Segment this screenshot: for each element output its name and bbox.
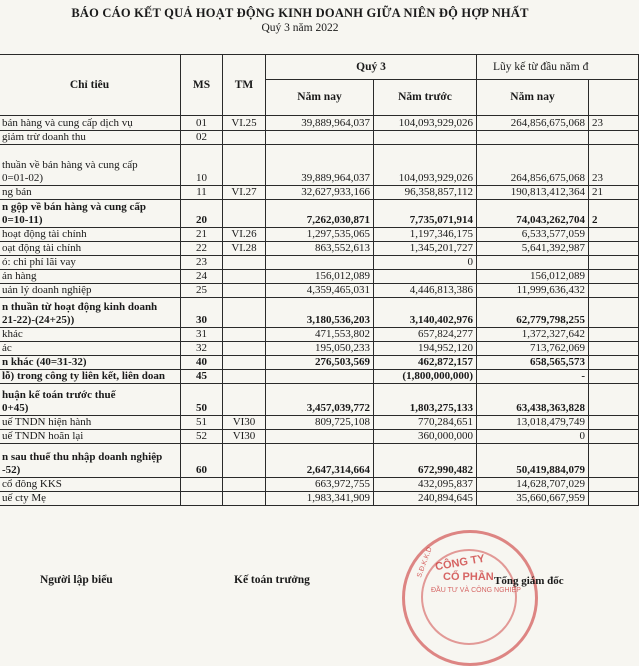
table-row	[0, 478, 639, 492]
header-nam-nay-ytd: Năm nay	[477, 80, 589, 116]
row-q3-current: 7,262,030,871	[266, 200, 374, 228]
row-q3-current: 663,972,755	[266, 478, 374, 492]
row-ytd-current: 0	[477, 430, 589, 444]
row-label: cổ đông KKS	[0, 478, 181, 492]
row-label: uản lý doanh nghiệp	[0, 284, 181, 298]
row-ytd-previous	[589, 328, 639, 342]
row-q3-previous: 4,446,813,386	[374, 284, 477, 298]
table-row	[0, 284, 639, 298]
row-ms: 10	[181, 145, 223, 186]
row-ytd-current: 35,660,667,959	[477, 492, 589, 506]
table-row	[0, 416, 639, 430]
row-q3-previous: 432,095,837	[374, 478, 477, 492]
row-q3-current: 3,180,536,203	[266, 298, 374, 328]
row-q3-current: 276,503,569	[266, 356, 374, 370]
row-ytd-current	[477, 256, 589, 270]
row-tm	[223, 298, 266, 328]
row-ms: 23	[181, 256, 223, 270]
table-row	[0, 200, 639, 228]
row-q3-current: 2,647,314,664	[266, 444, 374, 478]
row-q3-previous: 657,824,277	[374, 328, 477, 342]
row-q3-current	[266, 370, 374, 384]
row-q3-previous: 104,093,929,026	[374, 145, 477, 186]
table-row	[0, 145, 639, 186]
row-q3-previous: 462,872,157	[374, 356, 477, 370]
row-ytd-previous	[589, 492, 639, 506]
row-q3-current: 4,359,465,031	[266, 284, 374, 298]
row-ytd-previous	[589, 242, 639, 256]
row-ms: 45	[181, 370, 223, 384]
row-q3-current: 3,457,039,772	[266, 384, 374, 416]
row-label: thuần về bán hàng và cung cấp 0=01-02)	[0, 145, 181, 186]
row-ytd-current: 713,762,069	[477, 342, 589, 356]
table-row	[0, 186, 639, 200]
row-tm: VI30	[223, 416, 266, 430]
row-ytd-previous: 2	[589, 200, 639, 228]
header-chi-tieu: Chỉ tiêu	[0, 55, 181, 116]
row-ytd-current: 658,565,573	[477, 356, 589, 370]
row-label: n gộp về bán hàng và cung cấp 0=10-11)	[0, 200, 181, 228]
row-ms: 02	[181, 131, 223, 145]
row-q3-current: 39,889,964,037	[266, 116, 374, 131]
header-nam-truoc: Năm trước	[374, 80, 477, 116]
report-title: BÁO CÁO KẾT QUẢ HOẠT ĐỘNG KINH DOANH GIỮA NIÊN ĐỘ HỢP NHẤT	[71, 6, 529, 20]
row-q3-current: 195,050,233	[266, 342, 374, 356]
row-q3-previous	[374, 131, 477, 145]
row-q3-previous: 96,358,857,112	[374, 186, 477, 200]
row-ms: 21	[181, 228, 223, 242]
table-row	[0, 430, 639, 444]
row-q3-previous: 1,345,201,727	[374, 242, 477, 256]
table-row	[0, 298, 639, 328]
row-ytd-current: 190,813,412,364	[477, 186, 589, 200]
row-q3-current	[266, 430, 374, 444]
row-q3-previous: (1,800,000,000)	[374, 370, 477, 384]
row-q3-current	[266, 131, 374, 145]
row-q3-previous: 1,197,346,175	[374, 228, 477, 242]
row-label: n thuần từ hoạt động kinh doanh 21-22)-(24+25))	[0, 298, 181, 328]
row-q3-previous: 194,952,120	[374, 342, 477, 356]
row-q3-previous: 7,735,071,914	[374, 200, 477, 228]
row-q3-previous: 3,140,402,976	[374, 298, 477, 328]
row-label: bán hàng và cung cấp dịch vụ	[0, 116, 181, 131]
row-q3-previous	[374, 270, 477, 284]
row-label: án hàng	[0, 270, 181, 284]
row-ytd-current: 50,419,884,079	[477, 444, 589, 478]
row-label: oạt động tài chính	[0, 242, 181, 256]
row-ytd-current: 13,018,479,749	[477, 416, 589, 430]
row-q3-current	[266, 256, 374, 270]
table-row	[0, 444, 639, 478]
row-q3-previous: 1,803,275,133	[374, 384, 477, 416]
row-ytd-previous	[589, 478, 639, 492]
row-q3-current: 1,983,341,909	[266, 492, 374, 506]
row-label: ó: chi phí lãi vay	[0, 256, 181, 270]
row-ms: 60	[181, 444, 223, 478]
row-ms: 50	[181, 384, 223, 416]
row-q3-current: 39,889,964,037	[266, 145, 374, 186]
table-row	[0, 384, 639, 416]
row-ytd-previous	[589, 444, 639, 478]
row-tm	[223, 145, 266, 186]
row-ms	[181, 492, 223, 506]
row-ytd-previous	[589, 131, 639, 145]
row-ytd-previous	[589, 298, 639, 328]
row-ms: 51	[181, 416, 223, 430]
row-ytd-current: 62,779,798,255	[477, 298, 589, 328]
row-ms: 31	[181, 328, 223, 342]
row-ytd-current: 6,533,577,059	[477, 228, 589, 242]
row-ytd-current: 63,438,363,828	[477, 384, 589, 416]
row-label: uế cty Mẹ	[0, 492, 181, 506]
row-q3-current: 863,552,613	[266, 242, 374, 256]
row-ytd-current: 264,856,675,068	[477, 116, 589, 131]
row-tm	[223, 444, 266, 478]
row-tm	[223, 384, 266, 416]
row-tm: VI.27	[223, 186, 266, 200]
row-ms: 40	[181, 356, 223, 370]
report-subtitle: Quý 3 năm 2022	[261, 22, 339, 34]
row-ms	[181, 478, 223, 492]
row-ms: 24	[181, 270, 223, 284]
row-ytd-previous	[589, 416, 639, 430]
row-label: uế TNDN hiện hành	[0, 416, 181, 430]
row-label: n sau thuế thu nhập doanh nghiệp -52)	[0, 444, 181, 478]
table-row	[0, 116, 639, 131]
row-tm: VI.26	[223, 228, 266, 242]
row-tm	[223, 270, 266, 284]
table-row	[0, 228, 639, 242]
row-ytd-previous	[589, 256, 639, 270]
row-tm	[223, 131, 266, 145]
row-ytd-current: 5,641,392,987	[477, 242, 589, 256]
row-q3-current: 809,725,108	[266, 416, 374, 430]
table-row	[0, 492, 639, 506]
header-quy3: Quý 3	[266, 55, 477, 80]
row-ytd-previous: 23	[589, 145, 639, 186]
row-ytd-current: 1,372,327,642	[477, 328, 589, 342]
header-tm: TM	[223, 55, 266, 116]
row-tm	[223, 328, 266, 342]
row-label: giảm trừ doanh thu	[0, 131, 181, 145]
row-label: ng bán	[0, 186, 181, 200]
row-label: uế TNDN hoãn lại	[0, 430, 181, 444]
row-ytd-current: 264,856,675,068	[477, 145, 589, 186]
row-label: ác	[0, 342, 181, 356]
row-q3-previous: 104,093,929,026	[374, 116, 477, 131]
row-tm	[223, 256, 266, 270]
row-tm: VI.28	[223, 242, 266, 256]
row-q3-previous: 0	[374, 256, 477, 270]
row-q3-previous: 672,990,482	[374, 444, 477, 478]
row-ytd-previous	[589, 228, 639, 242]
header-ms: MS	[181, 55, 223, 116]
row-tm	[223, 342, 266, 356]
income-statement-table	[0, 54, 639, 506]
row-ytd-previous: 23	[589, 116, 639, 131]
row-ytd-previous	[589, 356, 639, 370]
row-ytd-previous	[589, 370, 639, 384]
row-tm	[223, 200, 266, 228]
company-stamp: CÔNG TY CỔ PHẦN ĐẦU TƯ VÀ CÔNG NGHIỆP S.Đ.K.K.D	[402, 530, 538, 666]
row-tm	[223, 478, 266, 492]
row-label: lỗ) trong công ty liên kết, liên doan	[0, 370, 181, 384]
accountant-signature-label: Kế toán trưởng	[234, 574, 310, 586]
table-row	[0, 256, 639, 270]
row-tm: VI.25	[223, 116, 266, 131]
row-ytd-current: 74,043,262,704	[477, 200, 589, 228]
row-ytd-current: 156,012,089	[477, 270, 589, 284]
director-signature-label: Tổng giám đốc	[494, 575, 564, 587]
row-ytd-previous	[589, 384, 639, 416]
row-q3-current: 32,627,933,166	[266, 186, 374, 200]
row-ytd-previous	[589, 284, 639, 298]
row-ms: 52	[181, 430, 223, 444]
table-row	[0, 342, 639, 356]
row-tm: VI30	[223, 430, 266, 444]
row-ytd-previous	[589, 270, 639, 284]
row-tm	[223, 370, 266, 384]
row-q3-current: 471,553,802	[266, 328, 374, 342]
row-ytd-previous: 21	[589, 186, 639, 200]
row-ytd-previous	[589, 342, 639, 356]
table-row	[0, 131, 639, 145]
table-row	[0, 270, 639, 284]
row-q3-previous: 240,894,645	[374, 492, 477, 506]
row-ms: 11	[181, 186, 223, 200]
preparer-signature-label: Người lập biểu	[40, 574, 113, 586]
row-label: huận kế toán trước thuế 0+45)	[0, 384, 181, 416]
row-ms: 22	[181, 242, 223, 256]
row-tm	[223, 356, 266, 370]
row-ms: 32	[181, 342, 223, 356]
header-nam-nay: Năm nay	[266, 80, 374, 116]
table-row	[0, 242, 639, 256]
row-ms: 20	[181, 200, 223, 228]
row-q3-previous: 360,000,000	[374, 430, 477, 444]
row-ms: 01	[181, 116, 223, 131]
row-ytd-current: 11,999,636,432	[477, 284, 589, 298]
table-row	[0, 356, 639, 370]
table-row	[0, 370, 639, 384]
header-luy-ke: Lũy kế từ đầu năm đ	[477, 55, 639, 80]
row-label: khác	[0, 328, 181, 342]
table-row	[0, 328, 639, 342]
row-tm	[223, 284, 266, 298]
row-ytd-previous	[589, 430, 639, 444]
row-q3-previous: 770,284,651	[374, 416, 477, 430]
header-extra	[589, 80, 639, 116]
row-tm	[223, 492, 266, 506]
row-ytd-current: -	[477, 370, 589, 384]
row-ytd-current: 14,628,707,029	[477, 478, 589, 492]
row-q3-current: 1,297,535,065	[266, 228, 374, 242]
row-ms: 25	[181, 284, 223, 298]
row-ms: 30	[181, 298, 223, 328]
row-ytd-current	[477, 131, 589, 145]
row-label: hoạt động tài chính	[0, 228, 181, 242]
row-q3-current: 156,012,089	[266, 270, 374, 284]
row-label: n khác (40=31-32)	[0, 356, 181, 370]
